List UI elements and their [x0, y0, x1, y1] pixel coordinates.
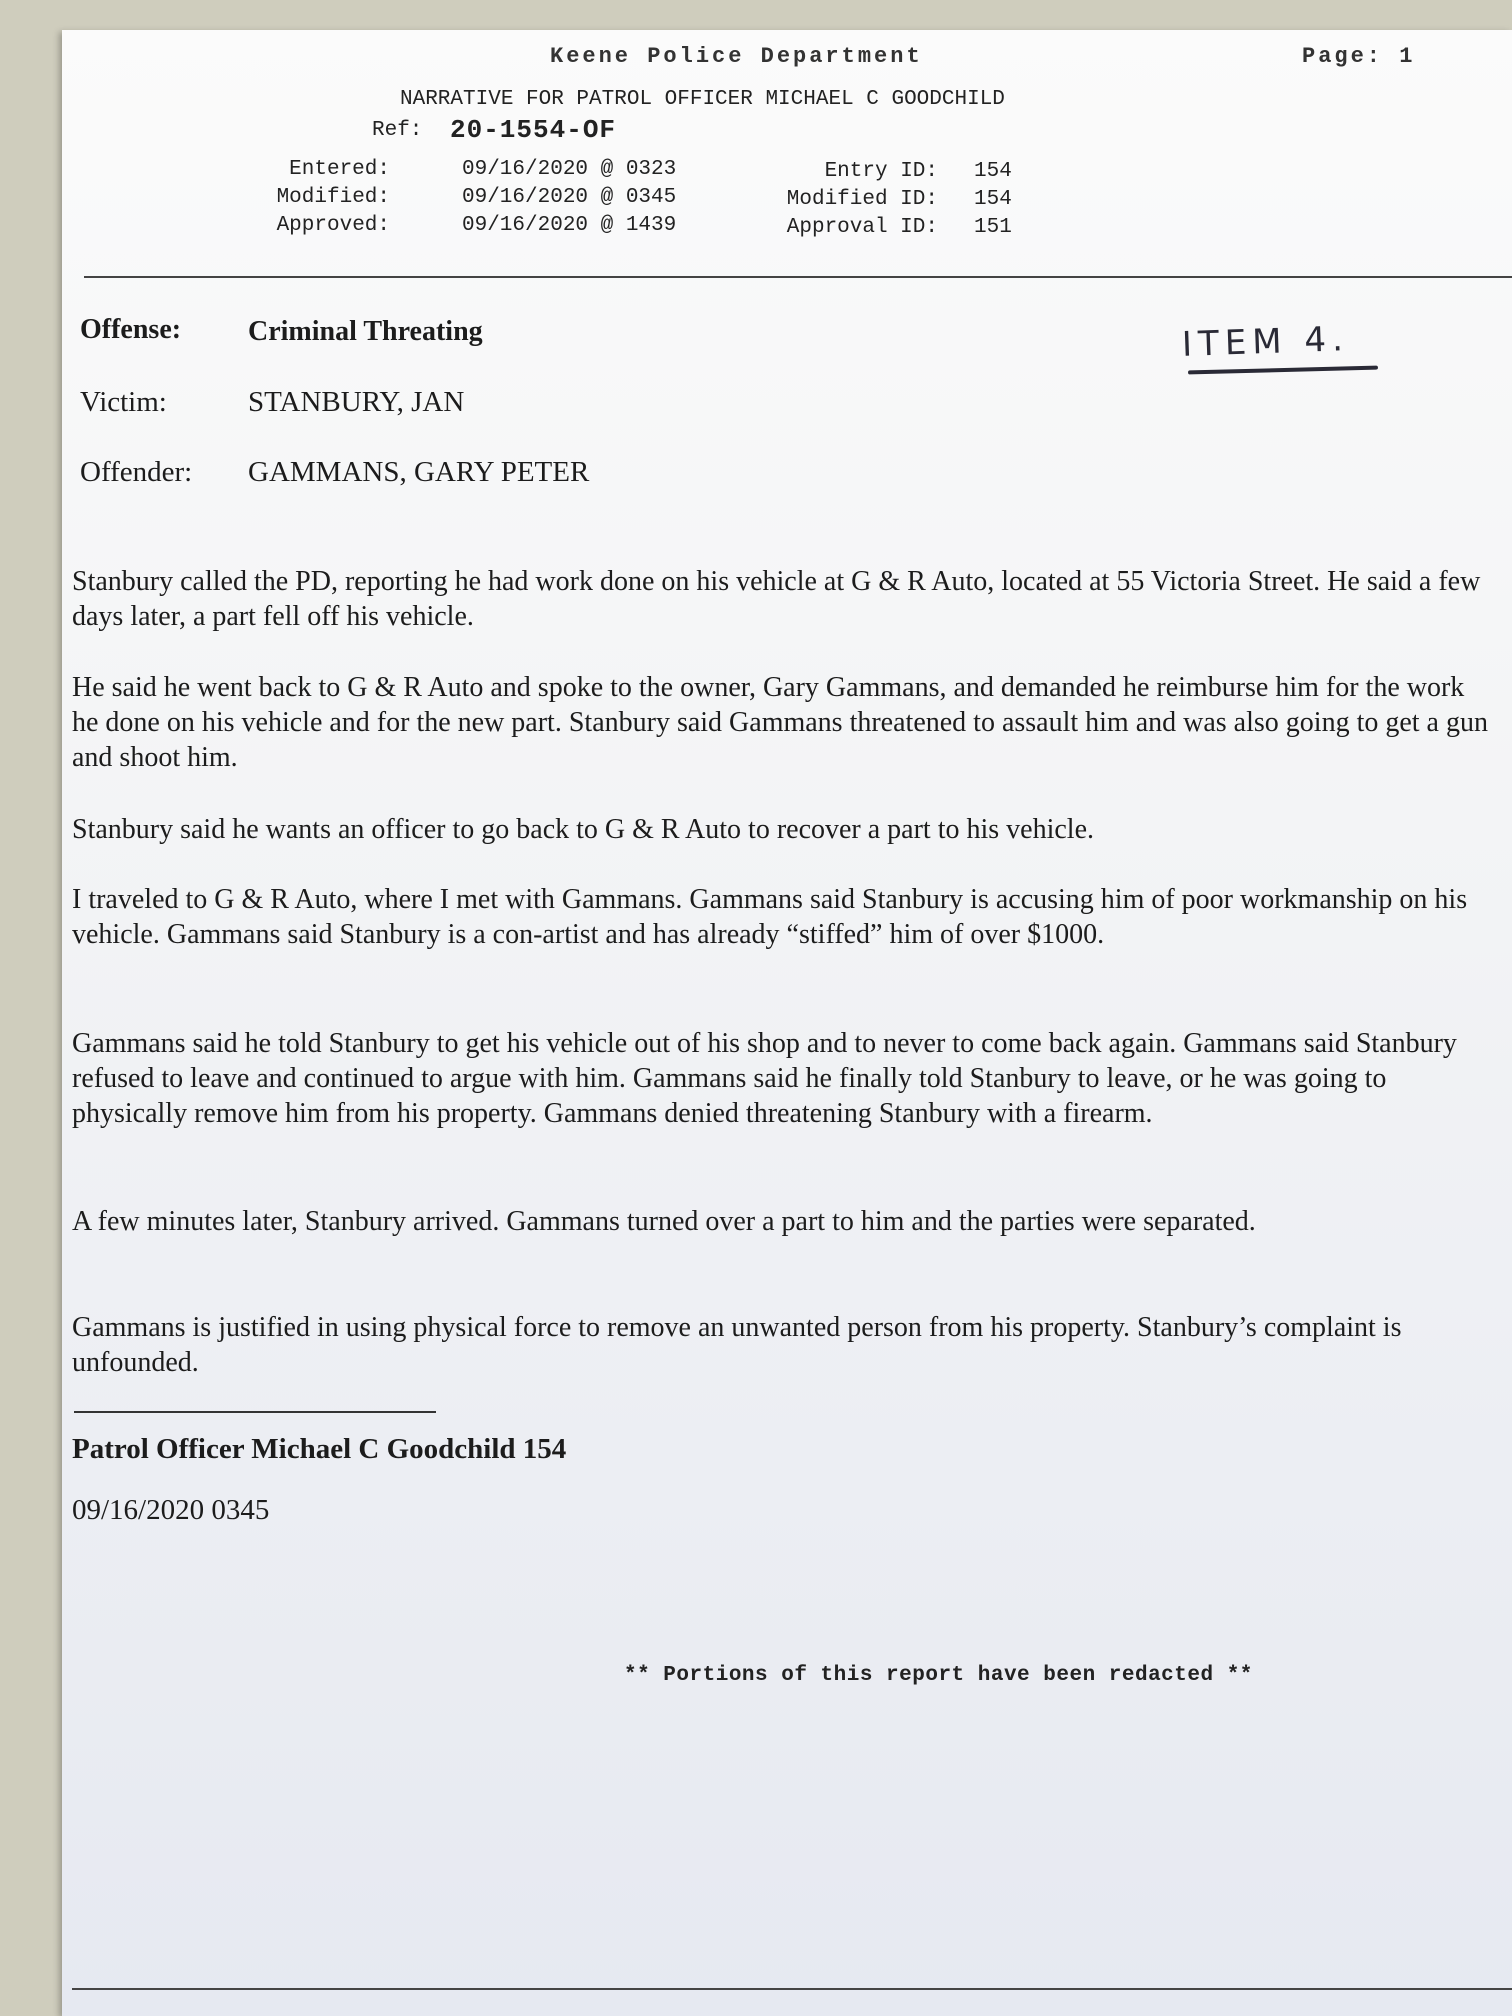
ref-number: 20-1554-OF [450, 115, 617, 145]
modified-label: Modified: [276, 186, 390, 209]
signature-date: 09/16/2020 0345 [72, 1494, 270, 1526]
offense-label: Offense: [80, 314, 182, 345]
handwritten-item-note: ITEM 4. [1181, 319, 1350, 365]
narrative-paragraph: Stanbury called the PD, reporting he had work done on his vehicle at G & R Auto, located at 55 Victoria Street. He said a few days later, a part fell off his vehicle. [72, 566, 1481, 632]
page-number: Page: 1 [1302, 44, 1416, 69]
narrative-paragraph: I traveled to G & R Auto, where I met with Gammans. Gammans said Stanbury is accusing him of poor workmanship on his vehicle. Gammans said Stanbury is a con-artist and has already “stiffed” him of over $1000. [72, 884, 1468, 950]
offender-label: Offender: [80, 456, 193, 488]
approved-value: 09/16/2020 @ 1439 [462, 214, 677, 237]
victim-label: Victim: [80, 386, 167, 418]
entered-label: Entered: [289, 158, 390, 181]
offense-value: Criminal Threating [248, 316, 483, 347]
approved-label: Approved: [276, 214, 390, 237]
modified-id-label: Modified ID: [786, 188, 938, 211]
signature-line [74, 1411, 436, 1413]
header-divider [84, 276, 1512, 278]
narrative-paragraph: Gammans is justified in using physical force to remove an unwanted person from his property. Stanbury’s complaint is unfounded. [72, 1312, 1402, 1378]
narrative-title: NARRATIVE FOR PATROL OFFICER MICHAEL C GOODCHILD [400, 88, 1005, 111]
report-page [62, 30, 1512, 2016]
handwritten-underline [1188, 366, 1378, 375]
narrative-paragraph: A few minutes later, Stanbury arrived. Gammans turned over a part to him and the parties were separated. [72, 1206, 1256, 1237]
entry-id-label: Entry ID: [824, 160, 938, 183]
victim-value: STANBURY, JAN [248, 386, 465, 418]
department-header: Keene Police Department [550, 44, 923, 69]
redaction-notice: ** Portions of this report have been redacted ** [624, 1664, 1253, 1687]
modified-value: 09/16/2020 @ 0345 [462, 186, 677, 209]
modified-id-value: 154 [974, 188, 1012, 211]
footer-divider [72, 1988, 1512, 1990]
entry-id-value: 154 [974, 160, 1012, 183]
narrative-paragraph: He said he went back to G & R Auto and spoke to the owner, Gary Gammans, and demanded he reimburse him for the work he done on his vehicle and for the new part. Stanbury said Gammans threatened to assault him and was also going to get a gun and shoot him. [72, 672, 1488, 773]
approval-id-label: Approval ID: [786, 216, 938, 239]
officer-signature: Patrol Officer Michael C Goodchild 154 [72, 1433, 567, 1465]
approval-id-value: 151 [974, 216, 1012, 239]
entered-value: 09/16/2020 @ 0323 [462, 158, 677, 181]
offender-value: GAMMANS, GARY PETER [248, 456, 590, 488]
narrative-paragraph: Stanbury said he wants an officer to go back to G & R Auto to recover a part to his vehicle. [72, 814, 1094, 845]
ref-label: Ref: [372, 119, 423, 142]
narrative-paragraph: Gammans said he told Stanbury to get his vehicle out of his shop and to never to come back again. Gammans said Stanbury refused to leave and continued to argue with him. Gammans said he finally told Stanbury to leave, or he was going to physically remove him from his property. Gammans denied threatening Stanbury with a firearm. [72, 1028, 1457, 1129]
